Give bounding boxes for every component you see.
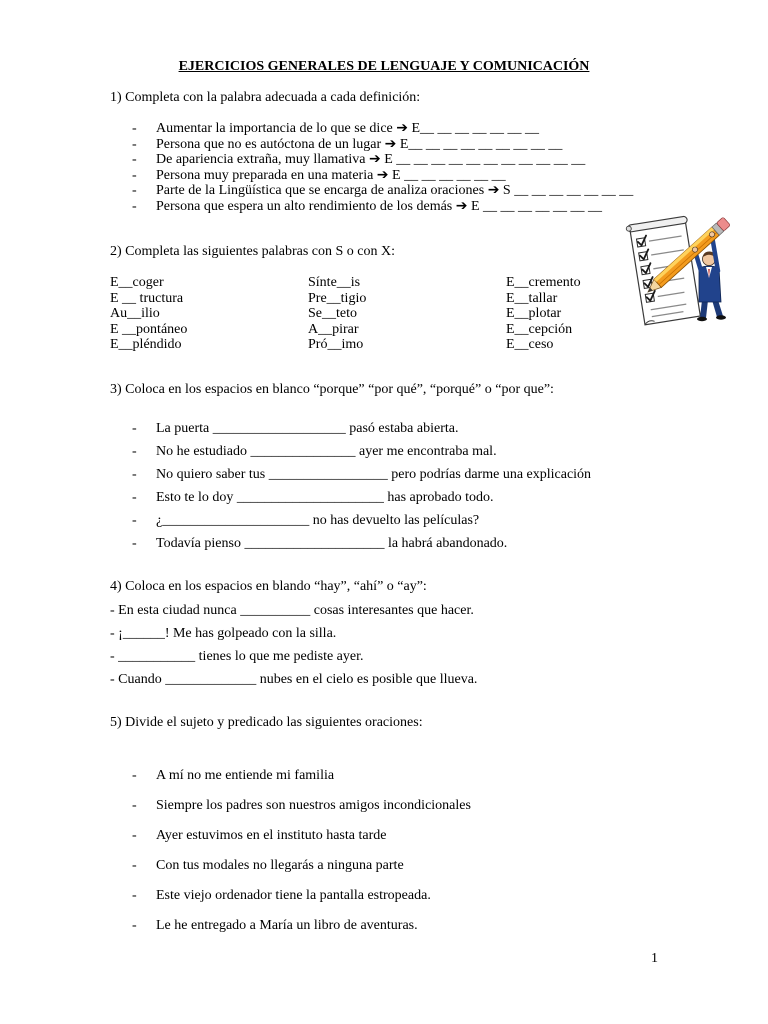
list-dash: - [132,443,137,459]
list-dash: - [132,420,137,436]
list-dash: - [132,152,137,167]
word-cell: E__plotar [506,306,562,321]
sentence-text: ¿_____________________ no has devuelto las películas? [156,512,480,528]
list-dash: - [132,198,137,214]
list-item [132,463,591,486]
list-dash: - [132,858,137,873]
list-item [132,791,471,821]
list-dash: - [132,512,137,528]
sentence-text: No quiero saber tus _________________ pero podrías darme una explicación [156,466,592,482]
word-column-1 [110,275,187,353]
section-3-sentence-list [132,417,591,555]
list-item [132,821,471,851]
list-dash: - [132,918,137,933]
list-dash: - [132,136,137,152]
sentence-line: - Cuando _____________ nubes en el cielo es posible que llueva. [110,671,478,687]
list-dash: - [132,489,137,505]
list-item [132,152,633,168]
sentence-text: Todavía pienso ____________________ la habrá abandonado. [156,535,508,551]
sentence-text: Esto te lo doy _____________________ has aprobado todo. [156,489,494,505]
sentence-line: - En esta ciudad nunca __________ cosas interesantes que hacer. [110,602,474,618]
section-2-heading: 2) Completa las siguientes palabras con S o con X: [110,244,395,259]
list-dash: - [132,888,137,903]
word-cell: A__pirar [308,321,359,337]
list-item [132,137,633,153]
section-3-heading: 3) Coloca en los espacios en blanco “porque” “por qué”, “porqué” o “por que”: [110,382,554,397]
word-cell: E__cremento [506,275,581,290]
word-cell: E__pléndido [110,337,182,352]
definition-text: Persona que espera un alto rendimiento de los demás ➔ E __ __ __ __ __ __ __ [156,198,603,214]
word-cell: Au__ilio [110,306,160,321]
list-item [132,121,633,137]
list-dash: - [132,183,137,198]
list-dash: - [132,466,137,482]
definition-text: Persona muy preparada en una materia ➔ E __ __ __ __ __ __ [156,167,506,183]
list-dash: - [132,768,137,783]
word-cell: Se__teto [308,306,357,321]
list-item [132,199,633,215]
sentence-text: La puerta ___________________ pasó estaba abierta. [156,420,459,436]
section-1-definition-list [132,121,633,214]
word-cell: E __ tructura [110,290,184,306]
word-cell: Pre__tigio [308,290,367,306]
word-column-3 [506,275,581,353]
list-item [132,851,471,881]
list-dash: - [132,798,137,813]
word-cell: E__ceso [506,337,554,352]
definition-text: Aumentar la importancia de lo que se dice ➔ E__ __ __ __ __ __ __ [156,121,540,136]
document-title: EJERCICIOS GENERALES DE LENGUAJE Y COMUNICACIÓN [178,59,590,74]
section-4-heading: 4) Coloca en los espacios en blando “hay”, “ahí” o “ay”: [110,579,427,594]
sentence-text: Le he entregado a María un libro de aventuras. [156,918,418,933]
sentence-text: Siempre los padres son nuestros amigos incondicionales [156,798,471,813]
section-5-sentence-list [132,761,471,941]
definition-text: Persona que no es autóctona de un lugar ➔ E__ __ __ __ __ __ __ __ __ [156,136,563,152]
word-cell: Sínte__is [308,275,361,290]
word-cell: E __pontáneo [110,321,188,337]
definition-text: De apariencia extraña, muy llamativa ➔ E __ __ __ __ __ __ __ __ __ __ __ [156,152,586,167]
word-cell: Pró__imo [308,337,364,352]
sentence-text: Ayer estuvimos en el instituto hasta tarde [156,828,387,843]
list-item [132,440,591,463]
list-item [132,881,471,911]
list-item [132,509,591,532]
list-item [132,183,633,199]
sentence-text: A mí no me entiende mi familia [156,768,335,783]
sentence-text: Con tus modales no llegarás a ninguna parte [156,858,404,873]
list-item [132,532,591,555]
word-cell: E__tallar [506,290,558,306]
word-column-2 [308,275,366,353]
sentence-line: - ¡______! Me has golpeado con la silla. [110,625,337,641]
section-4-sentence-list [110,599,477,691]
sentence-line: - ___________ tienes lo que me pediste ayer. [110,648,364,664]
sentence-text: No he estudiado _______________ ayer me encontraba mal. [156,443,497,459]
list-dash: - [132,167,137,183]
word-cell: E__coger [110,275,164,290]
list-dash: - [132,828,137,843]
definition-text: Parte de la Lingüística que se encarga de analiza oraciones ➔ S __ __ __ __ __ __ __ [156,183,634,198]
section-1-heading: 1) Completa con la palabra adecuada a cada definición: [110,90,421,105]
list-item [132,911,471,941]
list-item [132,417,591,440]
list-item [132,761,471,791]
list-item [132,486,591,509]
list-dash: - [132,121,137,136]
word-cell: E__cepción [506,321,573,337]
checklist-pencil-icon [622,214,732,328]
page-number: 1 [651,951,658,966]
section-5-heading: 5) Divide el sujeto y predicado las siguientes oraciones: [110,715,423,730]
list-item [132,168,633,184]
list-dash: - [132,535,137,551]
sentence-text: Este viejo ordenador tiene la pantalla estropeada. [156,888,431,903]
